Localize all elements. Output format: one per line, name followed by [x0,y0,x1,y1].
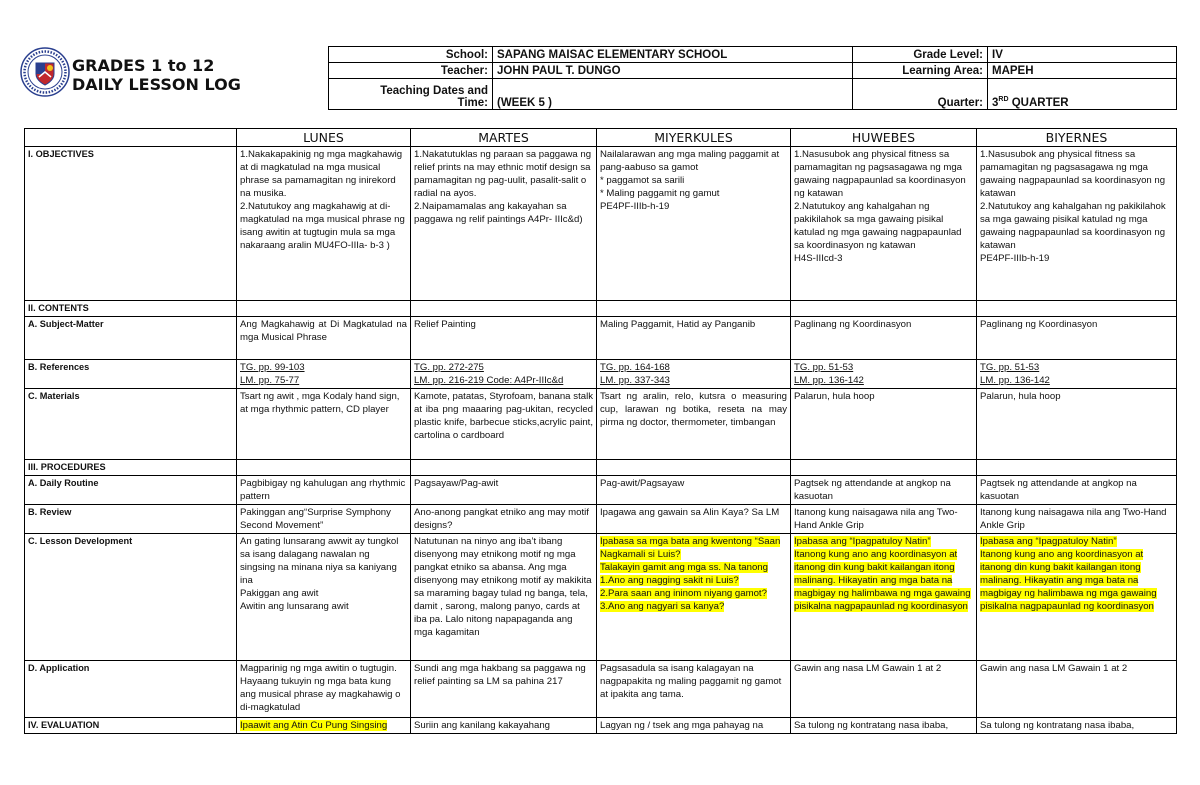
application-miyerkules: Pagsasadula sa isang kalagayan na nagpapakita ng maling paggamit ng gamot at ipakita ang tama. [597,661,791,718]
tg-ref-huwebes: TG. pp. 51-53 [794,362,854,373]
subject-biyernes: Paglinang ng Koordinasyon [977,317,1177,360]
application-row [25,661,1177,718]
teacher-value: JOHN PAUL T. DUNGO [493,63,853,79]
day-header-row [25,129,1177,147]
tg-ref-martes: TG. pp. 272-275 [414,362,484,373]
evaluation-row [25,718,1177,734]
evaluation-lunes-text: Ipaawit ang Atin Cu Pung Singsing [240,720,388,731]
quarter-word: QUARTER [1008,97,1069,109]
materials-huwebes: Palarun, hula hoop [791,389,977,460]
daily-routine-row [25,476,1177,505]
evaluation-martes: Suriin ang kanilang kakayahang [411,718,597,734]
review-biyernes: Itanong kung naisagawa nila ang Two-Hand Ankle Grip [977,505,1177,534]
lesson-development-row [25,534,1177,661]
lesson-log-table [24,128,1177,734]
subject-huwebes: Paglinang ng Koordinasyon [791,317,977,360]
quarter-suffix: RD [998,96,1009,104]
application-lunes: Magparinig ng mga awitin o tugtugin. Hayaang tukuyin ng mga bata kung ang musical phrase ay magkahawig o di-magkatulad [237,661,411,718]
routine-martes: Pagsayaw/Pag-awit [411,476,597,505]
subject-miyerkules: Maling Paggamit, Hatid ay Panganib [597,317,791,360]
daily-routine-label: A. Daily Routine [25,476,237,505]
routine-biyernes: Pagtsek ng attendande at angkop na kasuotan [977,476,1177,505]
references-martes [411,360,597,389]
contents-empty-4 [791,301,977,317]
materials-miyerkules: Tsart ng aralin, relo, kutsra o measuring cup, larawan ng botika, reseta na may pirma ng doctor, thermometer, timbangan [597,389,791,460]
title-line-1: GRADES 1 to 12 [72,56,215,75]
routine-lunes: Pagbibigay ng kahulugan ang rhythmic pattern [237,476,411,505]
objectives-martes: 1.Nakatutuklas ng paraan sa paggawa ng relief prints na may ethnic motif design sa pamamagitan ng pag-uulit, pasalit-salit o radial na ayos. 2.Naipamamalas ang kakayahan sa paggawa ng relif paintings A4Pr- IIIc&d) [411,147,597,301]
quarter-value [988,79,1177,110]
review-miyerkules: Ipagawa ang gawain sa Alin Kaya? Sa LM [597,505,791,534]
subject-matter-row [25,317,1177,360]
evaluation-lunes [237,718,411,734]
materials-lunes: Tsart ng awit , mga Kodaly hand sign, at mga rhythmic pattern, CD player [237,389,411,460]
materials-biyernes: Palarun, hula hoop [977,389,1177,460]
review-label: B. Review [25,505,237,534]
routine-huwebes: Pagtsek ng attendande at angkop na kasuotan [791,476,977,505]
grade-level-label: Grade Level: [853,47,988,63]
objectives-huwebes: 1.Nasusubok ang physical fitness sa pamamagitan ng pagsasagawa ng mga gawaing nagpapaunlad sa koordinasyon ng katawan 2.Natutukoy ang kahalgahan ng pakikilahok sa mga gawaing pisikal katulad ng mga gawaing nagpapaunlad sa koordinasyon ng katawan H4S-IIIcd-3 [791,147,977,301]
document-title [72,56,241,94]
contents-empty-2 [411,301,597,317]
subject-matter-label: A. Subject-Matter [25,317,237,360]
procedures-empty-3 [597,460,791,476]
contents-empty-5 [977,301,1177,317]
materials-martes: Kamote, patatas, Styrofoam, banana stalk at iba png maaaring pag-ukitan, recycled plastic knife, barbecue sticks,acrylic paint, cartolina o cardboard [411,389,597,460]
day-header-lunes: LUNES [237,129,411,147]
development-huwebes [791,534,977,661]
application-martes: Sundi ang mga hakbang sa paggawa ng relief painting sa LM sa pahina 217 [411,661,597,718]
procedures-empty-4 [791,460,977,476]
procedures-empty-5 [977,460,1177,476]
development-biyernes-text: Ipabasa ang “Ipagpatuloy Natin” Itanong kung ano ang koordinasyon at itanong din kung bakit kailangan itong malinang. Hikayatin ang mga bata na magbigay ng halimbawa ng mga gawaing pisikalna nagpapaunlad ng koordinasyon [980,536,1157,612]
materials-row [25,389,1177,460]
grade-level-value: IV [988,47,1177,63]
lm-ref-biyernes: LM. pp. 136-142 [980,375,1050,386]
subject-martes: Relief Painting [411,317,597,360]
header-info-table [328,46,1177,110]
references-label: B. References [25,360,237,389]
procedures-label: III. PROCEDURES [25,460,237,476]
references-lunes [237,360,411,389]
title-line-2: DAILY LESSON LOG [72,75,241,94]
objectives-lunes: 1.Nakakapakinig ng mga magkahawig at di magkatulad na mga musical phrase sa pamamagitan ng inirekord na musika. 2.Natutukoy ang magkahawig at di-magkatulad na mga musical phrase ng isang awitin at tugtugin mula sa mga nakaraang aralin MU4FO-IIIa- b-3 ) [237,147,411,301]
day-header-martes: MARTES [411,129,597,147]
lm-ref-martes: LM. pp. 216-219 Code: A4Pr-IIIc&d [414,375,564,386]
objectives-miyerkules: Nailalarawan ang mga maling paggamit at pang-aabuso sa gamot * paggamot sa sarili * Maling paggamit ng gamut PE4PF-IIIb-h-19 [597,147,791,301]
procedures-row [25,460,1177,476]
day-header-huwebes: HUWEBES [791,129,977,147]
tg-ref-miyerkules: TG. pp. 164-168 [600,362,670,373]
lm-ref-lunes: LM. pp. 75-77 [240,375,300,386]
references-huwebes [791,360,977,389]
development-miyerkules [597,534,791,661]
routine-miyerkules: Pag-awit/Pagsayaw [597,476,791,505]
evaluation-label: IV. EVALUATION [25,718,237,734]
subject-lunes: Ang Magkahawig at Di Magkatulad na mga Musical Phrase [237,317,411,360]
review-huwebes: Itanong kung naisagawa nila ang Two-Hand Ankle Grip [791,505,977,534]
teaching-dates-label [329,79,493,110]
teaching-dates-value: (WEEK 5 ) [493,79,853,110]
development-huwebes-text: Ipabasa ang “Ipagpatuloy Natin” Itanong kung ano ang koordinasyon at itanong din kung bakit kailangan itong malinang. Hikayatin ang mga bata na magbigay ng halimbawa ng mga gawaing pisikalna nagpapaunlad ng koordinasyon [794,536,971,612]
contents-empty-3 [597,301,791,317]
evaluation-biyernes: Sa tulong ng kontratang nasa ibaba, [977,718,1177,734]
teaching-dates-label-line2: Time: [457,97,488,109]
teacher-label: Teacher: [329,63,493,79]
objectives-row [25,147,1177,301]
contents-label: II. CONTENTS [25,301,237,317]
objectives-label: I. OBJECTIVES [25,147,237,301]
development-biyernes [977,534,1177,661]
references-biyernes [977,360,1177,389]
quarter-number: 3 [992,97,999,109]
objectives-biyernes: 1.Nasusubok ang physical fitness sa pamamagitan ng pagsasagawa ng mga gawaing nagpapaunlad sa koordinasyon ng katawan 2.Natutukoy ang kahalgahan ng pakikilahok sa mga gawaing pisikal katulad ng mga gawaing nagpapaunlad sa koordinasyon ng katawan PE4PF-IIIb-h-19 [977,147,1177,301]
review-lunes: Pakinggan ang“Surprise Symphony Second Movement” [237,505,411,534]
development-miyerkules-text: Ipabasa sa mga bata ang kwentong “Saan Nagkamali si Luis? Talakayin gamit ang mga ss. Na tanong 1.Ano ang nagging sakit ni Luis? 2.Para saan ang ininom niyang gamot? 3.Ano ang nagyari sa kanya? [600,536,781,612]
lm-ref-miyerkules: LM. pp. 337-343 [600,375,670,386]
evaluation-huwebes: Sa tulong ng kontratang nasa ibaba, [791,718,977,734]
day-header-biyernes: BIYERNES [977,129,1177,147]
application-biyernes: Gawin ang nasa LM Gawain 1 at 2 [977,661,1177,718]
development-martes: Natutunan na ninyo ang iba’t ibang disenyong may etnikong motif ng mga pangkat etniko sa abansa. Ang mga disenyong may etnikong motif ay makikita sa maraming bagay tulad ng banga, tela, damit , sarong, malong panyo, cards at iba pa. Lalo nitong napapaganda ang mga kagamitan [411,534,597,661]
references-miyerkules [597,360,791,389]
header-blank [25,129,237,147]
procedures-empty-2 [411,460,597,476]
tg-ref-lunes: TG. pp. 99-103 [240,362,305,373]
teaching-dates-label-line1: Teaching Dates and [380,85,488,97]
quarter-label: Quarter: [853,79,988,110]
evaluation-miyerkules: Lagyan ng / tsek ang mga pahayag na [597,718,791,734]
lesson-development-label: C. Lesson Development [25,534,237,661]
day-header-miyerkules: MIYERKULES [597,129,791,147]
contents-row [25,301,1177,317]
learning-area-value: MAPEH [988,63,1177,79]
contents-empty-1 [237,301,411,317]
references-row [25,360,1177,389]
deped-seal-icon [20,47,70,97]
review-row [25,505,1177,534]
development-lunes: An gating lunsarang awwit ay tungkol sa isang dalagang nawalan ng singsing na minana niya sa kaniyang ina Pakiggan ang awit Awitin ang lunsarang awit [237,534,411,661]
tg-ref-biyernes: TG. pp. 51-53 [980,362,1040,373]
school-value: SAPANG MAISAC ELEMENTARY SCHOOL [493,47,853,63]
review-martes: Ano-anong pangkat etniko ang may motif designs? [411,505,597,534]
lm-ref-huwebes: LM. pp. 136-142 [794,375,864,386]
procedures-empty-1 [237,460,411,476]
application-label: D. Application [25,661,237,718]
application-huwebes: Gawin ang nasa LM Gawain 1 at 2 [791,661,977,718]
school-label: School: [329,47,493,63]
learning-area-label: Learning Area: [853,63,988,79]
materials-label: C. Materials [25,389,237,460]
